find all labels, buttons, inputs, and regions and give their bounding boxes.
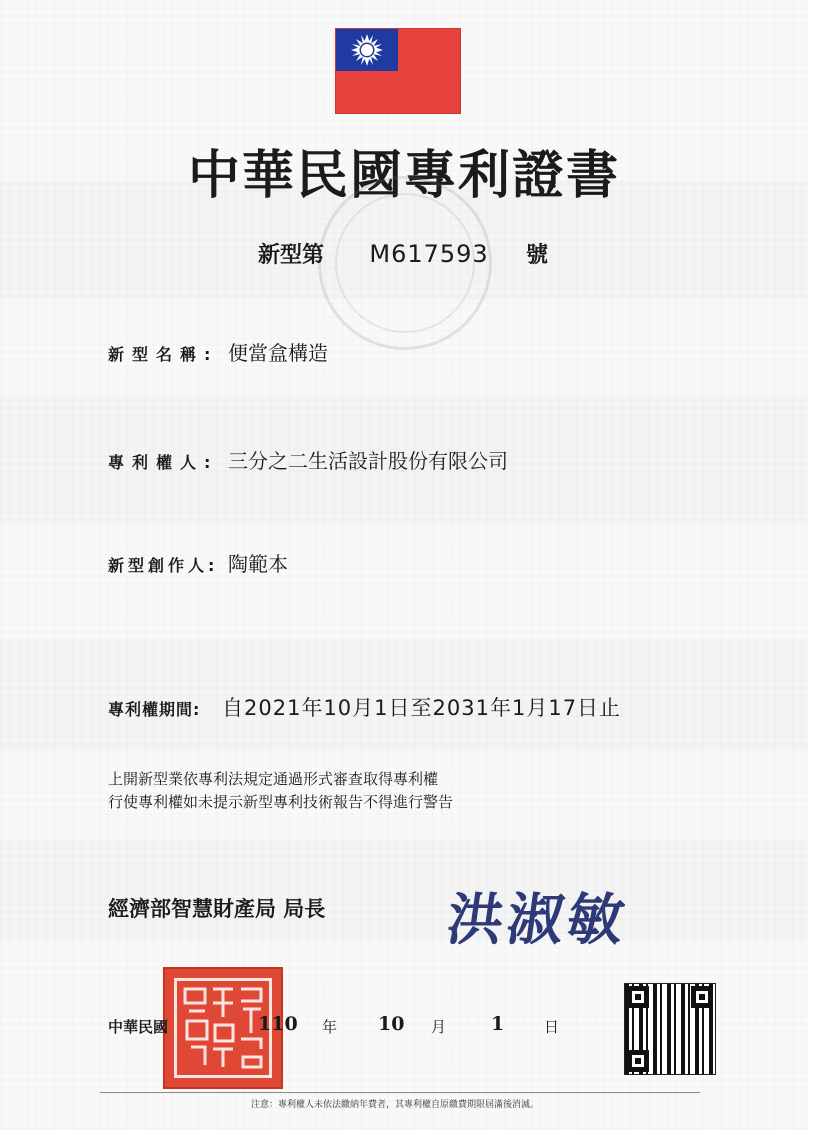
owner-label: 專利權人: xyxy=(108,453,219,472)
certificate-number: M617593 xyxy=(369,240,489,268)
footer-divider xyxy=(100,1092,700,1093)
creator-label: 新型創作人: xyxy=(108,556,219,575)
qr-code-icon xyxy=(624,983,716,1075)
date-month: 10 xyxy=(378,1013,405,1035)
seal-glyph-pattern-icon xyxy=(177,981,269,1075)
date-day: 1 xyxy=(491,1013,505,1035)
name-value: 便當盒構造 xyxy=(228,341,328,365)
qr-finder xyxy=(627,1050,649,1072)
term-label: 專利權期間: xyxy=(108,700,201,719)
creator-value: 陶範本 xyxy=(228,552,288,576)
date-year: 110 xyxy=(258,1013,298,1035)
footer-note: 注意：專利權人未依法繳納年費者，其專利權自原繳費期限屆滿後消滅。 xyxy=(250,1100,539,1110)
director-signature: 洪淑敏 xyxy=(442,887,633,953)
qr-finder xyxy=(691,986,713,1008)
certificate-title: 中華民國專利證書 xyxy=(187,145,620,206)
certificate-number-line xyxy=(258,238,548,269)
date-era: 中華民國 xyxy=(108,1018,169,1036)
number-prefix: 新型第 xyxy=(258,243,325,268)
white-sun-icon xyxy=(336,29,398,71)
date-day-unit: 日 xyxy=(544,1018,560,1036)
term-value: 自2021年10月1日至2031年1月17日止 xyxy=(222,696,622,720)
owner-value: 三分之二生活設計股份有限公司 xyxy=(228,449,508,473)
statement-line-2: 行使專利權如未提示新型專利技術報告不得進行警告 xyxy=(108,793,454,811)
number-suffix: 號 xyxy=(526,243,549,268)
security-band xyxy=(0,840,808,940)
qr-finder xyxy=(627,986,649,1008)
statement-line-1: 上開新型業依專利法規定通過形式審查取得專利權 xyxy=(108,770,439,788)
flag-canton xyxy=(336,29,398,71)
national-flag-icon xyxy=(335,28,461,114)
issuer-title: 經濟部智慧財產局 局長 xyxy=(108,897,326,921)
name-label: 新型名稱: xyxy=(108,345,219,364)
date-year-unit: 年 xyxy=(322,1018,338,1036)
date-month-unit: 月 xyxy=(431,1018,447,1036)
